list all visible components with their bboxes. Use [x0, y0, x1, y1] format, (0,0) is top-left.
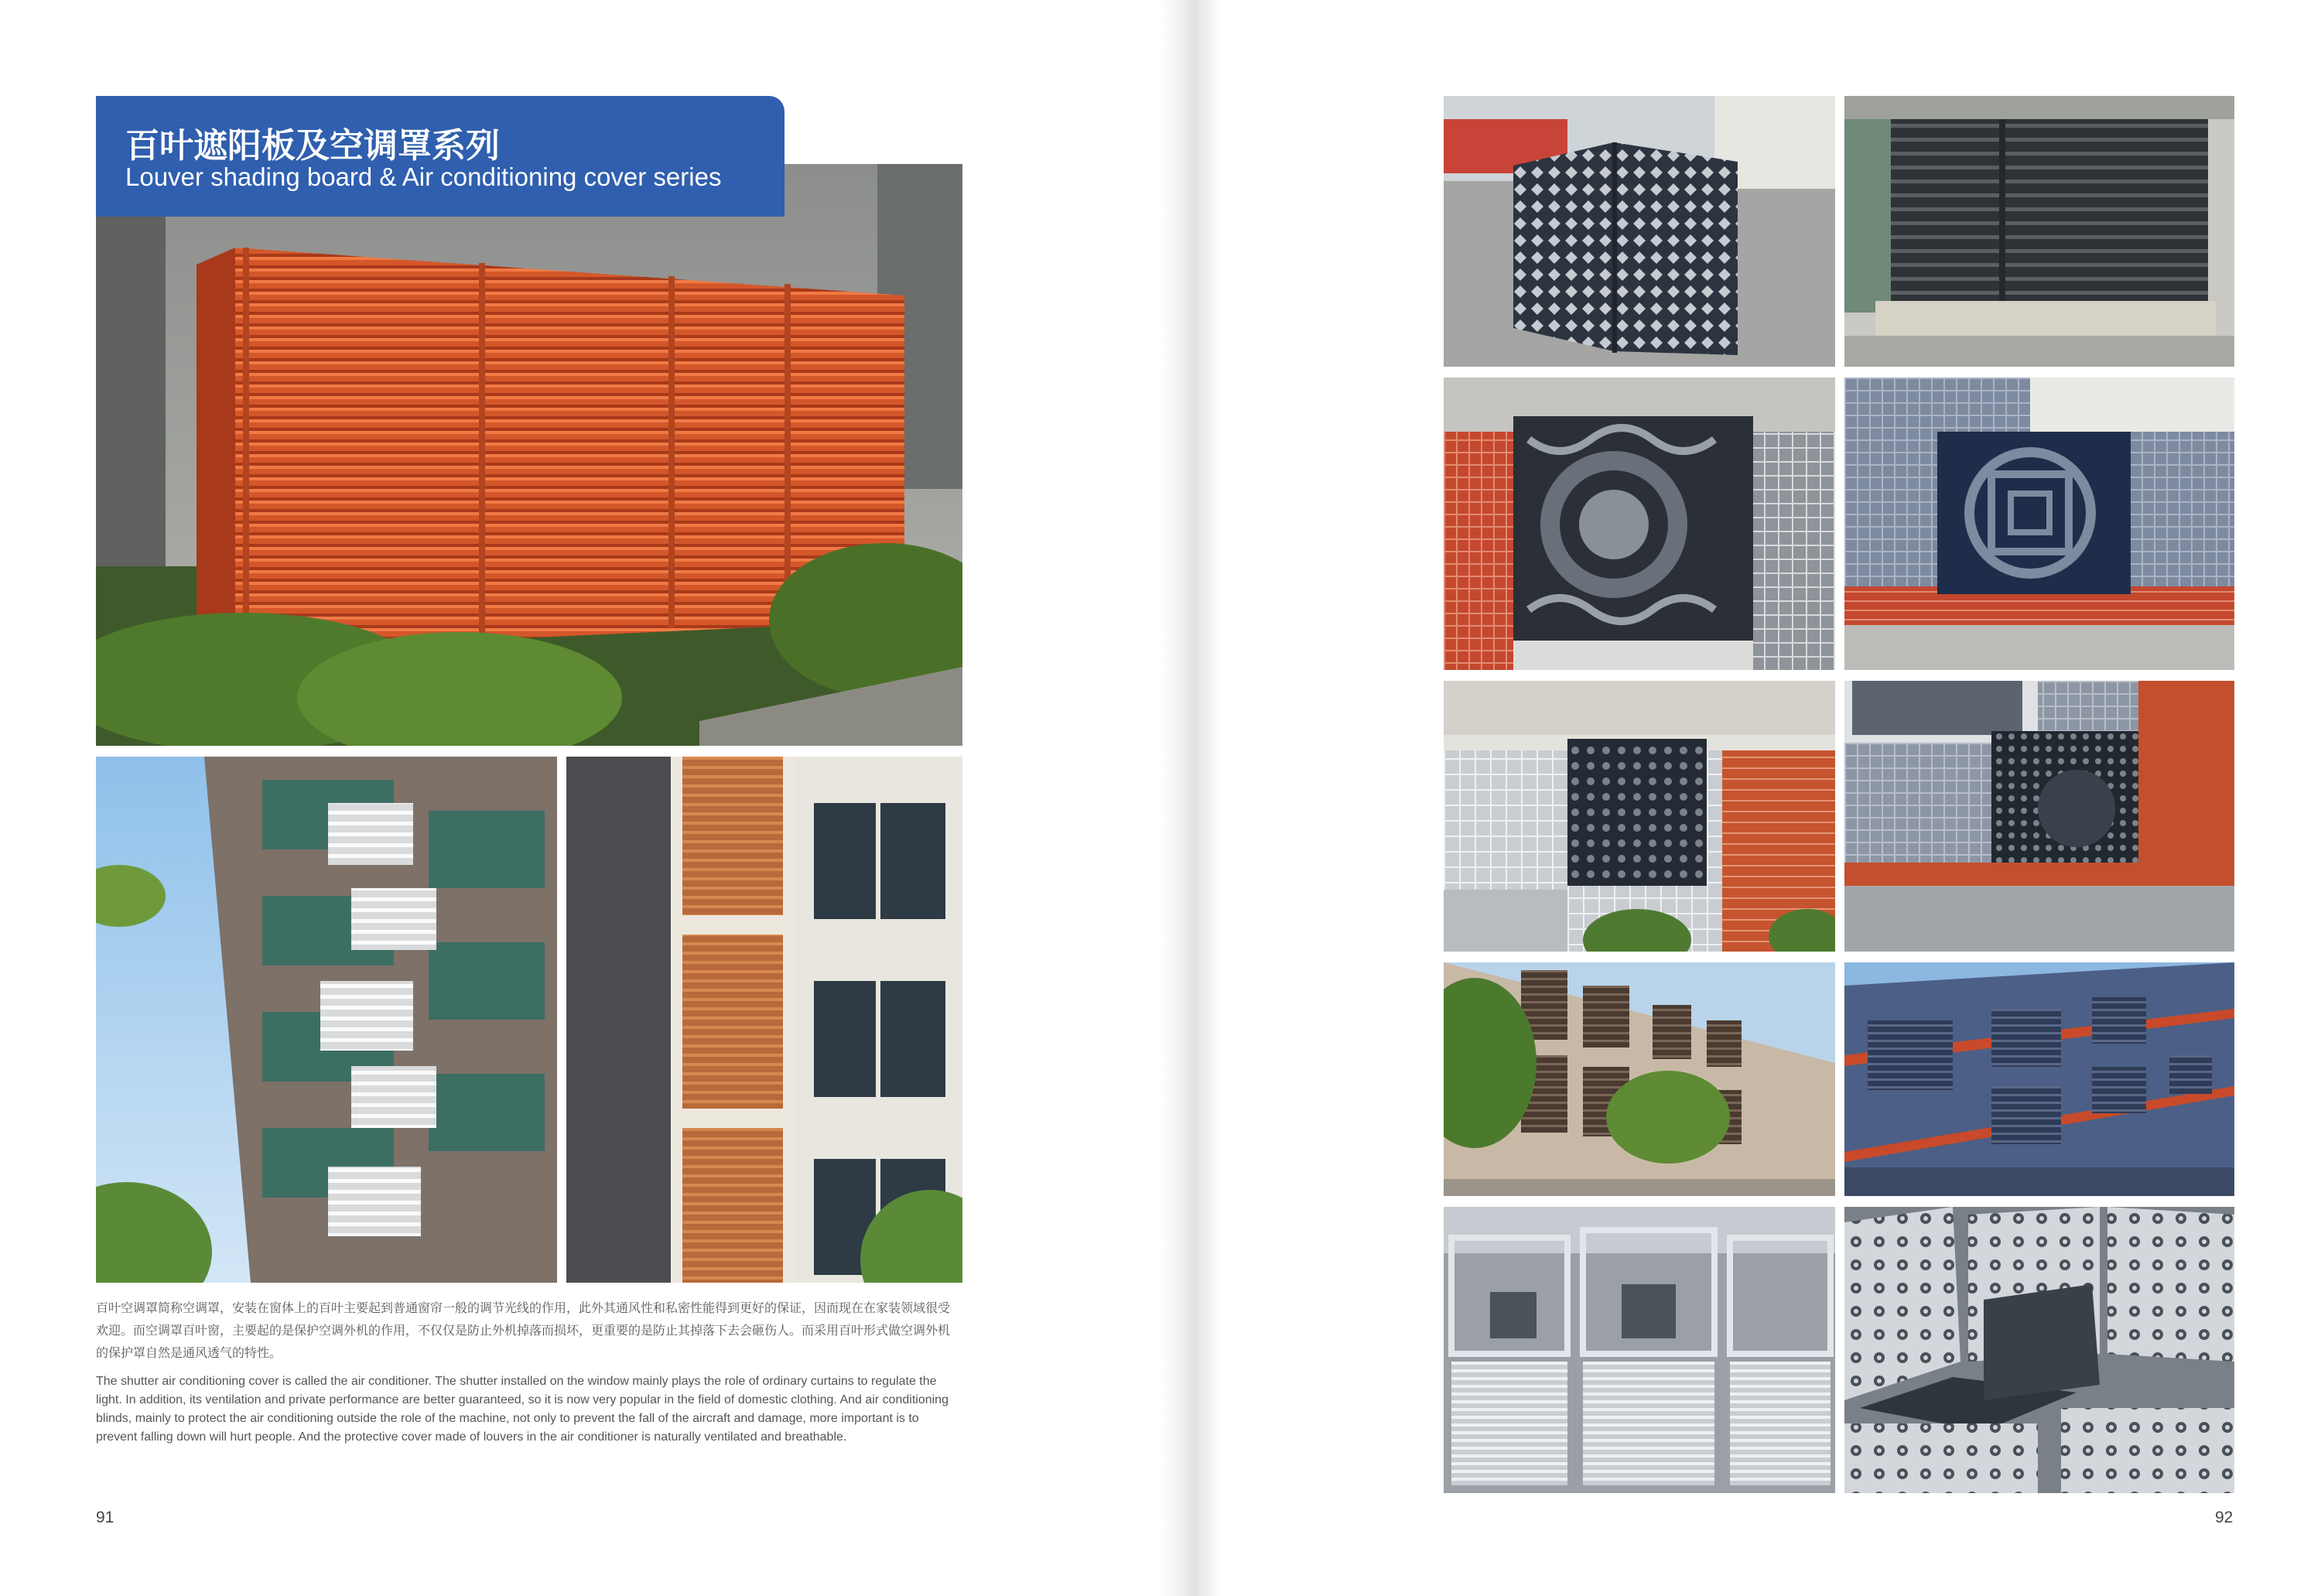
photo-chinese-pattern-cover: [1844, 378, 2234, 670]
photo-perforated-boxes-warehouse: [1844, 1207, 2234, 1493]
page-number-left: 91: [96, 1509, 115, 1526]
left-page: [0, 0, 1160, 1596]
photo-stacked-silver-frames: [1444, 1207, 1835, 1493]
photo-building-louver-facade: [1444, 962, 1835, 1196]
description-english: The shutter air conditioning cover is called the air conditioner. The shutter installed on the window mainly plays the role of ordinary curtains to regulate the light. In addition, its ventilation and private performance are better guaranteed, so it is now very popular in the field of domestic clothing. And air conditioning blinds, mainly to protect the air conditioning outside the role of the machine, not only to prevent the fall of the aircraft and damage, more important is to prevent falling down will hurt people. And the protective cover made of louvers in the air conditioner is naturally ventilated and breathable.: [96, 1375, 949, 1444]
book-gutter: [1160, 0, 1222, 1596]
title-english: Louver shading board & Air conditioning cover series: [125, 162, 722, 191]
title-chinese: 百叶遮阳板及空调罩系列: [125, 126, 500, 166]
photo-dark-louver-cover: [1844, 96, 2234, 367]
photo-orange-louver-fence: [96, 164, 962, 746]
photo-orange-vertical-louvers: [566, 757, 962, 1283]
photo-perforated-box-tiles: [1444, 681, 1835, 952]
right-page: [1222, 0, 2321, 1596]
photo-ornate-cover-red-wall: [1444, 378, 1835, 670]
description-chinese: 百叶空调罩简称空调罩，安装在窗体上的百叶主要起到普通窗帘一般的调节光线的作用，此外其通风性和私密性能得到更好的保证，因而现在在家装领域很受欢迎。而空调罩百叶窗，主要起的是保护空调外机的作用，不仅仅是防止外机掉落而损坏，更重要的是防止其掉落下去会砸伤人。而采用百叶形式做空调外机的保护罩自然是通风透气的特性。: [96, 1300, 951, 1360]
photo-blue-building-covers: [1844, 962, 2234, 1196]
photo-perforated-cover-street: [1444, 96, 1835, 367]
page-number-right: 92: [2215, 1509, 2234, 1526]
photo-perforated-cover-corner: [1844, 681, 2234, 952]
title-banner: [96, 96, 784, 217]
photo-building-white-covers: [96, 757, 557, 1283]
